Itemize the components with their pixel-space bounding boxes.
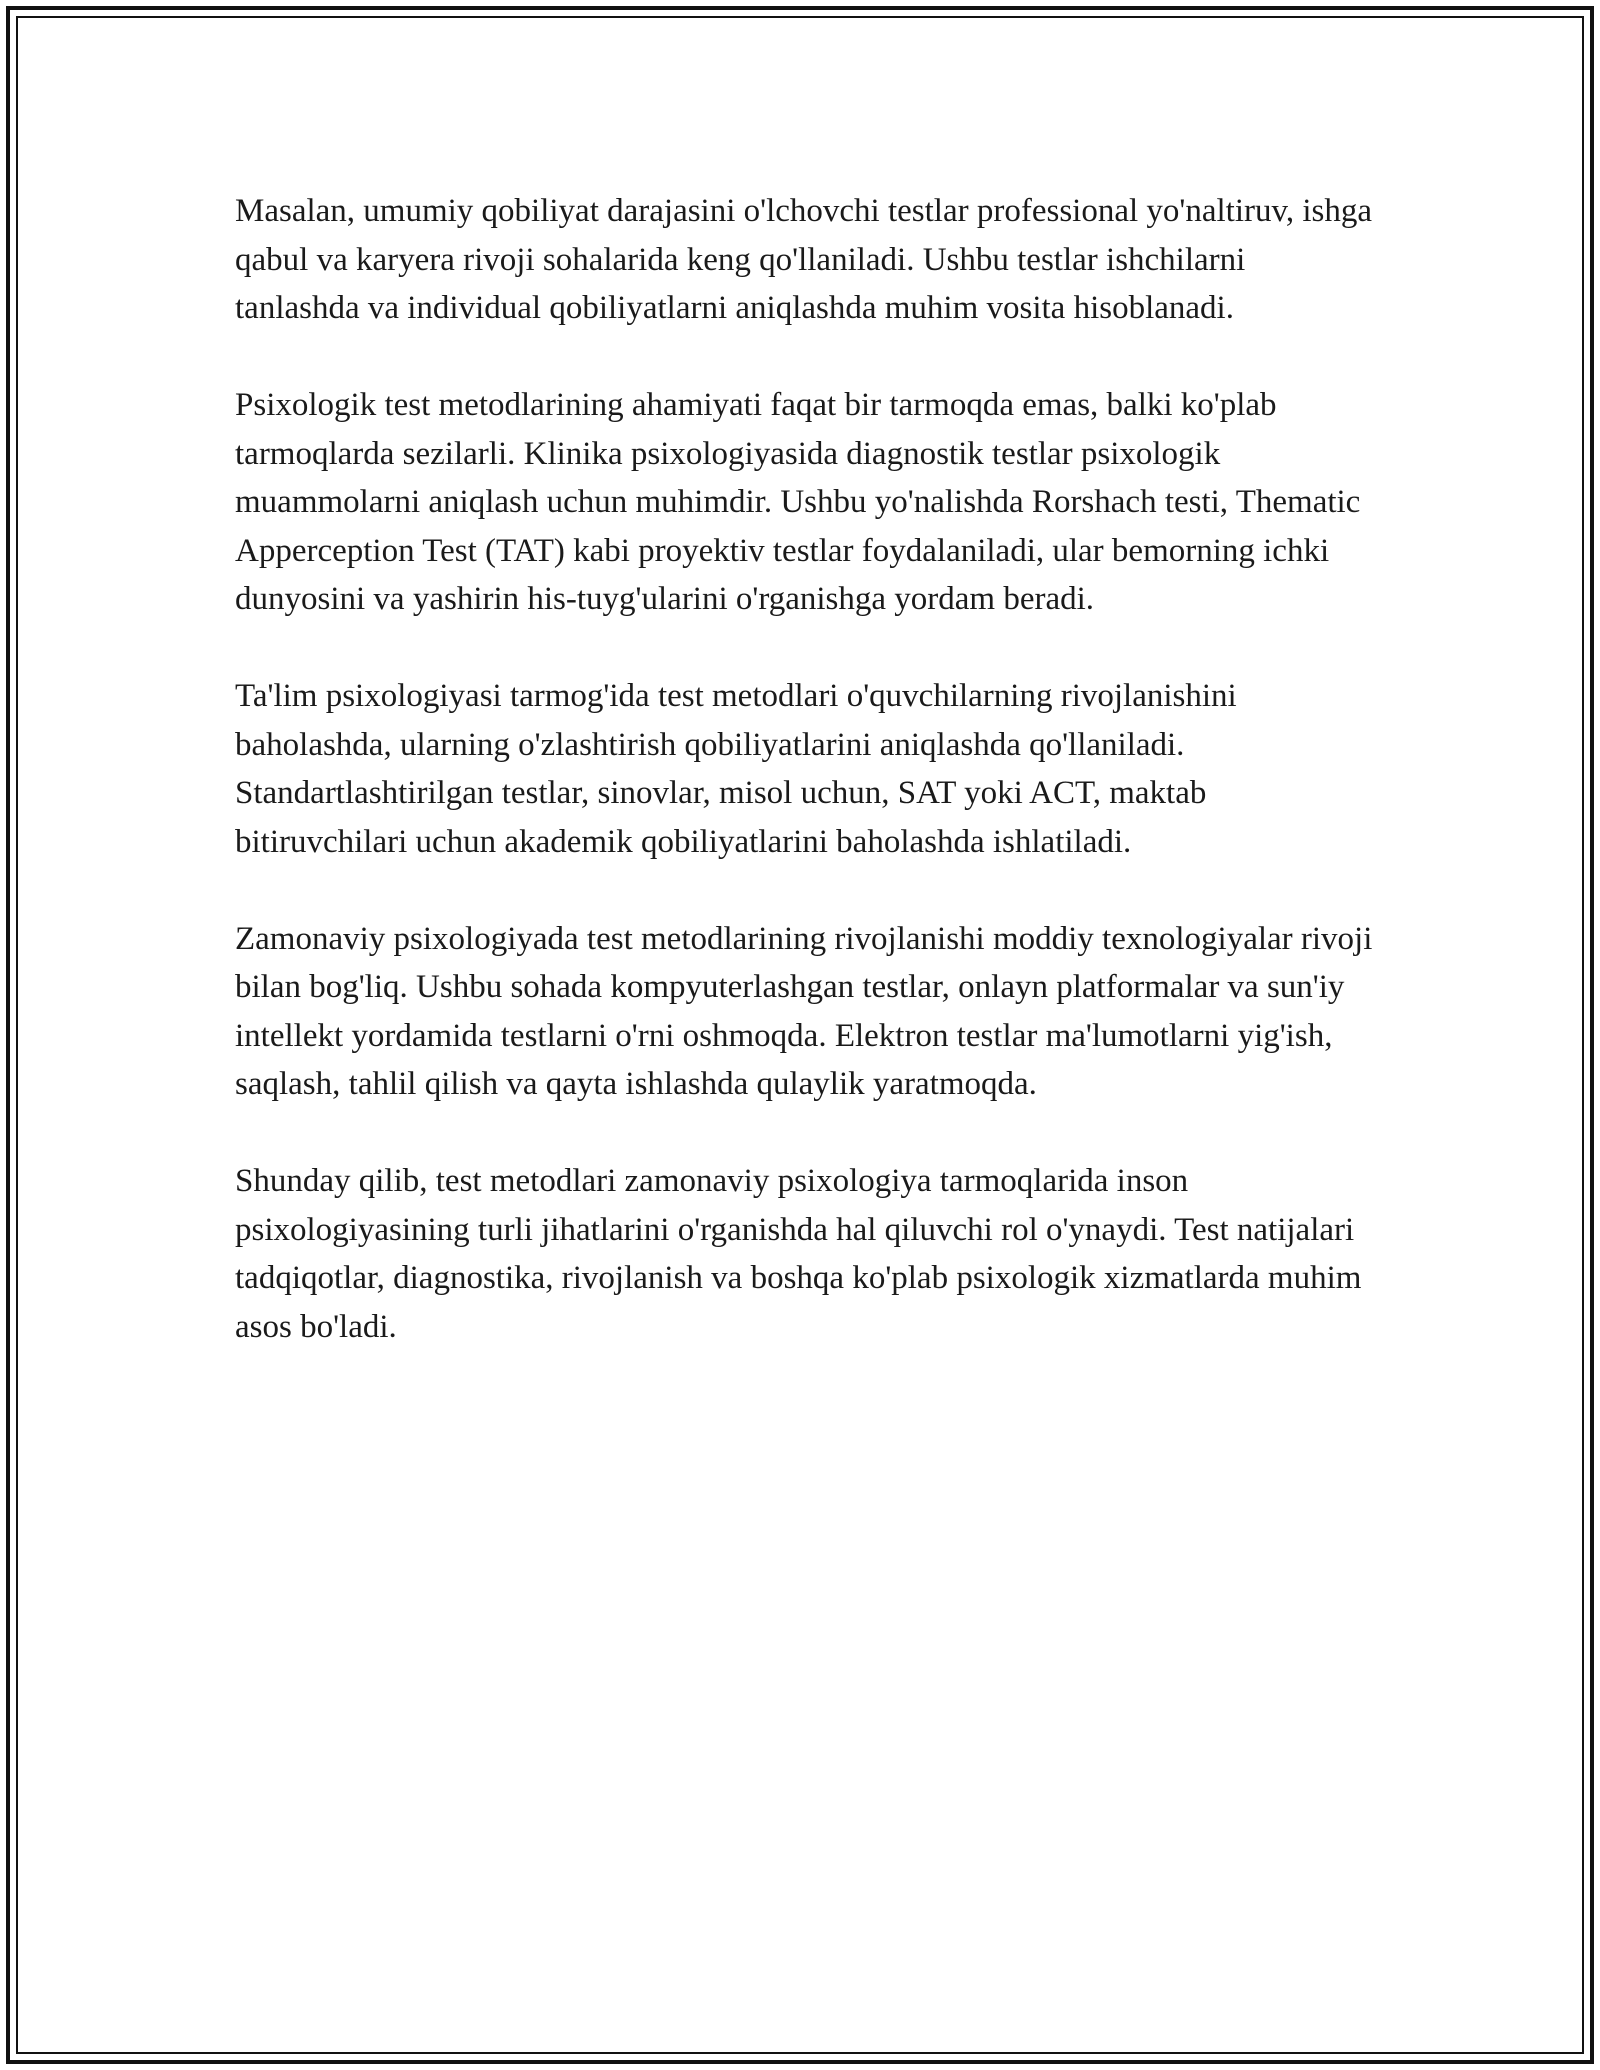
paragraph-5: Shunday qilib, test metodlari zamonaviy psixologiya tarmoqlarida inson psixologiyasining turli jihatlarini o'rganishda hal qiluvchi rol o'ynaydi. Test natijalari tadqiqotlar, diagnostika, rivojlanish va boshqa ko'plab psixologik xizmatlarda muhim asos bo'ladi. xyxy=(235,1163,1362,1345)
paragraph-3: Ta'lim psixologiyasi tarmog'ida test metodlari o'quvchilarning rivojlanishini baholashda, ularning o'zlashtirish qobiliyatlarini aniqlashda qo'llaniladi. Standartlashtirilgan testlar, sinovlar, misol uchun, SAT yoki ACT, maktab bitiruvchilari uchun akademik qobiliyatlarini baholashda ishlatiladi. xyxy=(235,678,1237,860)
paragraph-4: Zamonaviy psixologiyada test metodlarining rivojlanishi moddiy texnologiyalar rivoji bilan bog'liq. Ushbu sohada kompyuterlashgan testlar, onlayn platformalar va sun'iy intellekt yordamida testlarni o'rni oshmoqda. Elektron testlar ma'lumotlarni yig'ish, saqlash, tahlil qilish va qayta ishlashda qulaylik yaratmoqda. xyxy=(235,920,1373,1102)
paragraph-1: Masalan, umumiy qobiliyat darajasini o'lchovchi testlar professional yo'naltiruv, ishga qabul va karyera rivoji sohalarida keng qo'llaniladi. Ushbu testlar ishchilarni tanlashda va individual qobiliyatlarni aniqlashda muhim vosita hisoblanadi. xyxy=(235,193,1373,326)
paragraph-2: Psixologik test metodlarining ahamiyati faqat bir tarmoqda emas, balki ko'plab tarmoqlarda sezilarli. Klinika psixologiyasida diagnostik testlar psixologik muammolarni aniqlash uchun muhimdir. Ushbu yo'nalishda Rorshach testi, Thematic Apperception Test (TAT) kabi proyektiv testlar foydalaniladi, ular bemorning ichki dunyosini va yashirin his-tuyg'ularini o'rganishga yordam beradi. xyxy=(235,387,1361,617)
document-body xyxy=(235,187,1375,1400)
